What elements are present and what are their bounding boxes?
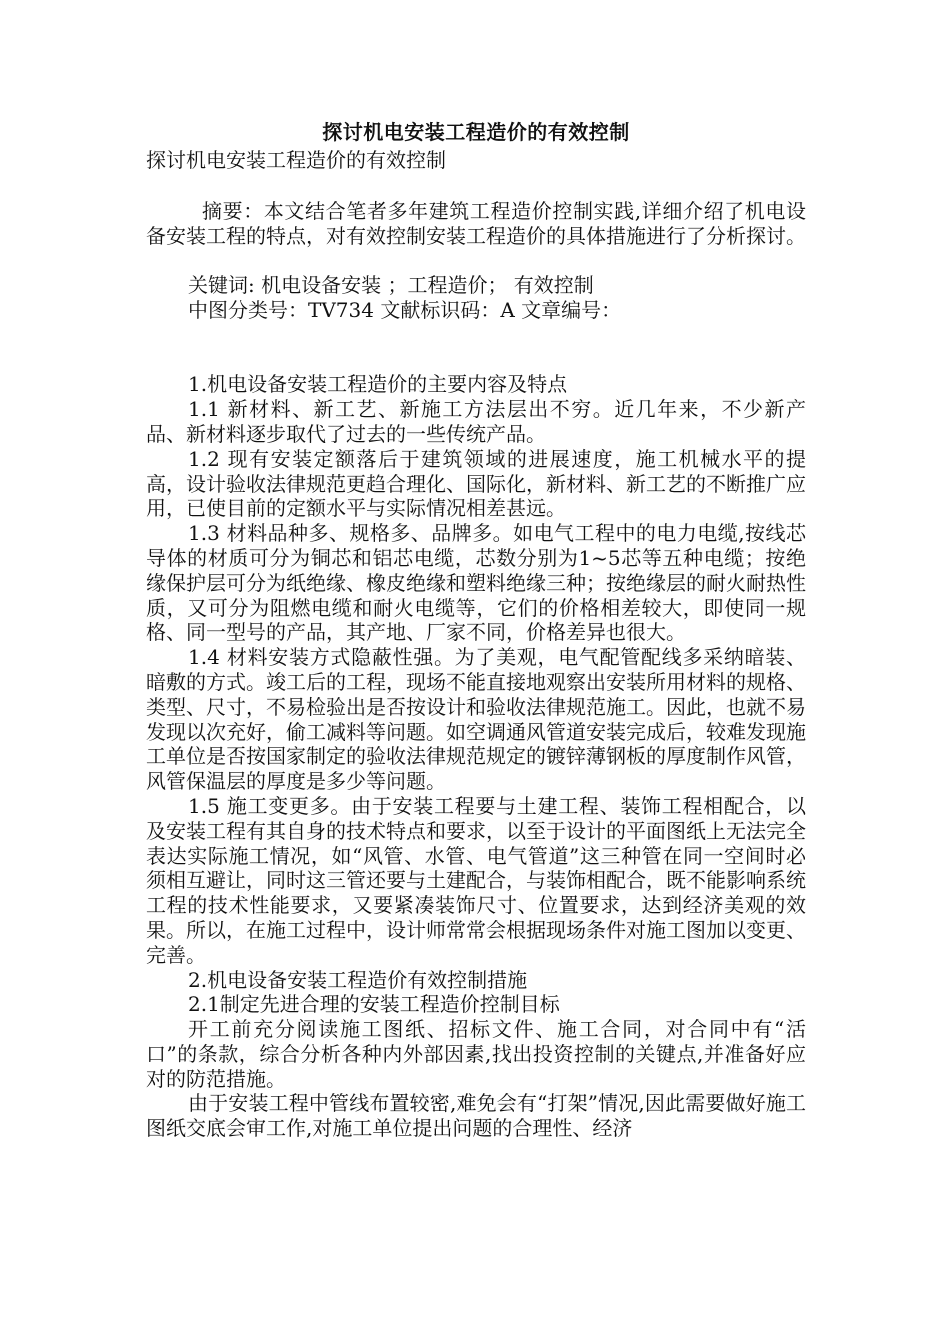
spacer (146, 174, 806, 199)
body-paragraph: 由于安装工程中管线布置较密,难免会有“打架”情况,因此需要做好施工图纸交底会审工作,对施工单位提出问题的合理性、经济 (146, 1091, 806, 1141)
body-paragraph: 1.5 施工变更多。由于安装工程要与土建工程、装饰工程相配合，以及安装工程有其自身的技术特点和要求，以至于设计的平面图纸上无法完全表达实际施工情况，如“风管、水管、电气管道”这三种管在同一空间时必须相互避让，同时这三管还要与土建配合，与装饰相配合，既不能影响系统工程的技术性能要求，又要紧凑装饰尺寸、位置要求，达到经济美观的效果。所以，在施工过程中，设计师常常会根据现场条件对施工图加以变更、完善。 (146, 793, 806, 967)
body-paragraph: 1.1 新材料、新工艺、新施工方法层出不穷。近几年来，不少新产品、新材料逐步取代了过去的一些传统产品。 (146, 397, 806, 446)
classification-line: 中图分类号：TV734 文献标识码：A 文章编号： (188, 297, 622, 322)
document-subtitle: 探讨机电安装工程造价的有效控制 (146, 148, 446, 172)
spacer (146, 348, 806, 373)
document-page (146, 118, 806, 1141)
document-title: 探讨机电安装工程造价的有效控制 (322, 120, 630, 144)
body-paragraph: 1.3 材料品种多、规格多、品牌多。如电气工程中的电力电缆,按线芯导体的材质可分为铜芯和铝芯电缆，芯数分别为1~5芯等五种电缆；按绝缘保护层可分为纸绝缘、橡皮绝缘和塑料绝缘三种；按绝缘层的耐火耐热性质，又可分为阻燃电缆和耐火电缆等，它们的价格相差较大，即使同一规格、同一型号的产品，其产地、厂家不同，价格差异也很大。 (146, 521, 806, 645)
spacer (146, 323, 806, 348)
subsection-heading-2-1: 2.1制定先进合理的安装工程造价控制目标 (188, 992, 560, 1017)
section-heading-2: 2.机电设备安装工程造价有效控制措施 (188, 967, 528, 992)
body-paragraph: 1.4 材料安装方式隐蔽性强。为了美观，电气配管配线多采纳暗装、暗敷的方式。竣工后的工程，现场不能直接地观察出安装所用材料的规格、类型、尺寸，不易检验出是否按设计和验收法律规范施工。因此，也就不易发现以次充好，偷工减料等问题。如空调通风管道安装完成后，较难发现施工单位是否按国家制定的验收法律规范规定的镀锌薄钢板的厚度制作风管，风管保温层的厚度是多少等问题。 (146, 645, 806, 794)
abstract-paragraph: 摘要：本文结合笔者多年建筑工程造价控制实践,详细介绍了机电设备安装工程的特点，对有效控制安装工程造价的具体措施进行了分析探讨。 (146, 198, 806, 248)
keywords-line: 关键词: 机电设备安装 ；工程造价； 有效控制 (188, 273, 594, 298)
body-paragraph: 开工前充分阅读施工图纸、招标文件、施工合同，对合同中有“活口”的条款，综合分析各种内外部因素,找出投资控制的关键点,并准备好应对的防范措施。 (146, 1017, 806, 1091)
spacer (146, 248, 806, 273)
section-heading-1: 1.机电设备安装工程造价的主要内容及特点 (188, 372, 568, 397)
body-paragraph: 1.2 现有安装定额落后于建筑领域的进展速度，施工机械水平的提高，设计验收法律规范更趋合理化、国际化，新材料、新工艺的不断推广应用，已使目前的定额水平与实际情况相差甚远。 (146, 446, 806, 521)
